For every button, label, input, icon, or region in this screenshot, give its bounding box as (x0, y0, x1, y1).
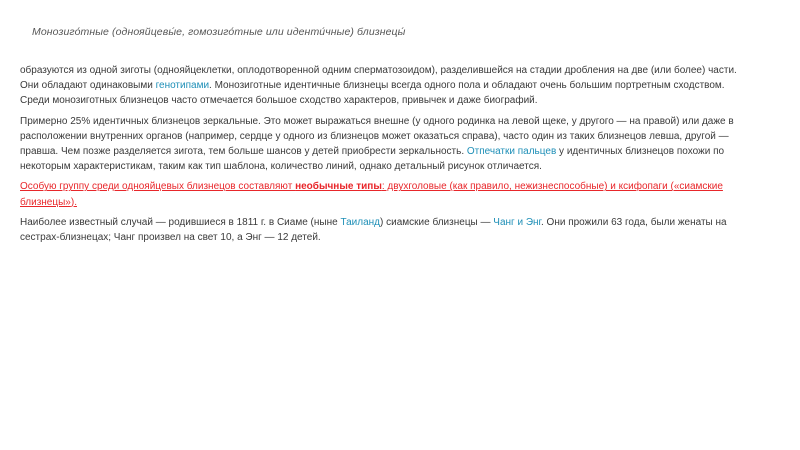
paragraph-1-text-a: образуются из одной зиготы (однояйцеклетки, оплодотворенной одним сперматозоидом), разделившейся на стадии дробления на две (или более) части. Они обладают одинаковыми (20, 65, 737, 92)
genotype-link[interactable]: генотипами (155, 80, 210, 92)
paragraph-2 (20, 114, 755, 175)
paragraph-4-text-c: . Они прожили 63 года, были женаты на сестрах-близнецах; Чанг произвел на свет 10, а Энг — 12 детей. (20, 216, 727, 244)
paragraph-3-text-b: : двухголовые (как правило, нежизнеспособные) и ксифопаги ( (381, 181, 674, 193)
paragraph-4-text-b: ) сиамские близнецы — (380, 216, 494, 228)
paragraph-2-text-a: Примерно 25% идентичных близнецов зеркальные. Это может выражаться внешне (у одного родинка на левой щеке, у другого — на правой) или даже в расположении внутренних органов (например, сердце у одного из близнецов может оказаться справа), часто один из таких близнецов левша, другой — правша. Чем позже разделяется зигота, тем больше шансов у детей приобрести зеркальность. (20, 115, 734, 158)
siamese-twins-link[interactable]: «сиамские близнецы» (20, 181, 723, 208)
paragraph-1 (20, 63, 755, 109)
fingerprints-link[interactable]: Отпечатки пальцев (466, 146, 557, 158)
thailand-link[interactable]: Таиланд (340, 216, 381, 228)
paragraph-1-text-b: . Монозиготные идентичные близнецы всегда одного пола и обладают очень большим портретным сходством. Среди монозиготных близнецов часто отмечается большое сходство характеров, привычек и даже биографий. (20, 80, 725, 107)
slide-content (20, 63, 755, 250)
paragraph-4 (20, 215, 755, 245)
paragraph-2-text-b: у идентичных близнецов похожи по некоторым характеристикам, таким как тип шаблона, количество линий, однако детальный рисунок отличается. (20, 146, 725, 173)
unusual-types-bold: необычные типы (295, 181, 382, 193)
paragraph-3-text-a: Особую группу среди однояйцевых близнецов составляют (20, 181, 296, 193)
paragraph-3-text-d: ). (70, 196, 77, 208)
paragraph-3[interactable] (20, 179, 755, 209)
slide-title: Монозиго́тные (однояйцевы́е, гомозиго́тные или иденти́чные) близнецы́ (32, 26, 406, 38)
chang-and-eng-link[interactable]: Чанг и Энг (493, 216, 541, 228)
paragraph-4-text-a: Наиболее известный случай — родившиеся в 1811 г. в Сиаме (ныне (20, 216, 341, 228)
